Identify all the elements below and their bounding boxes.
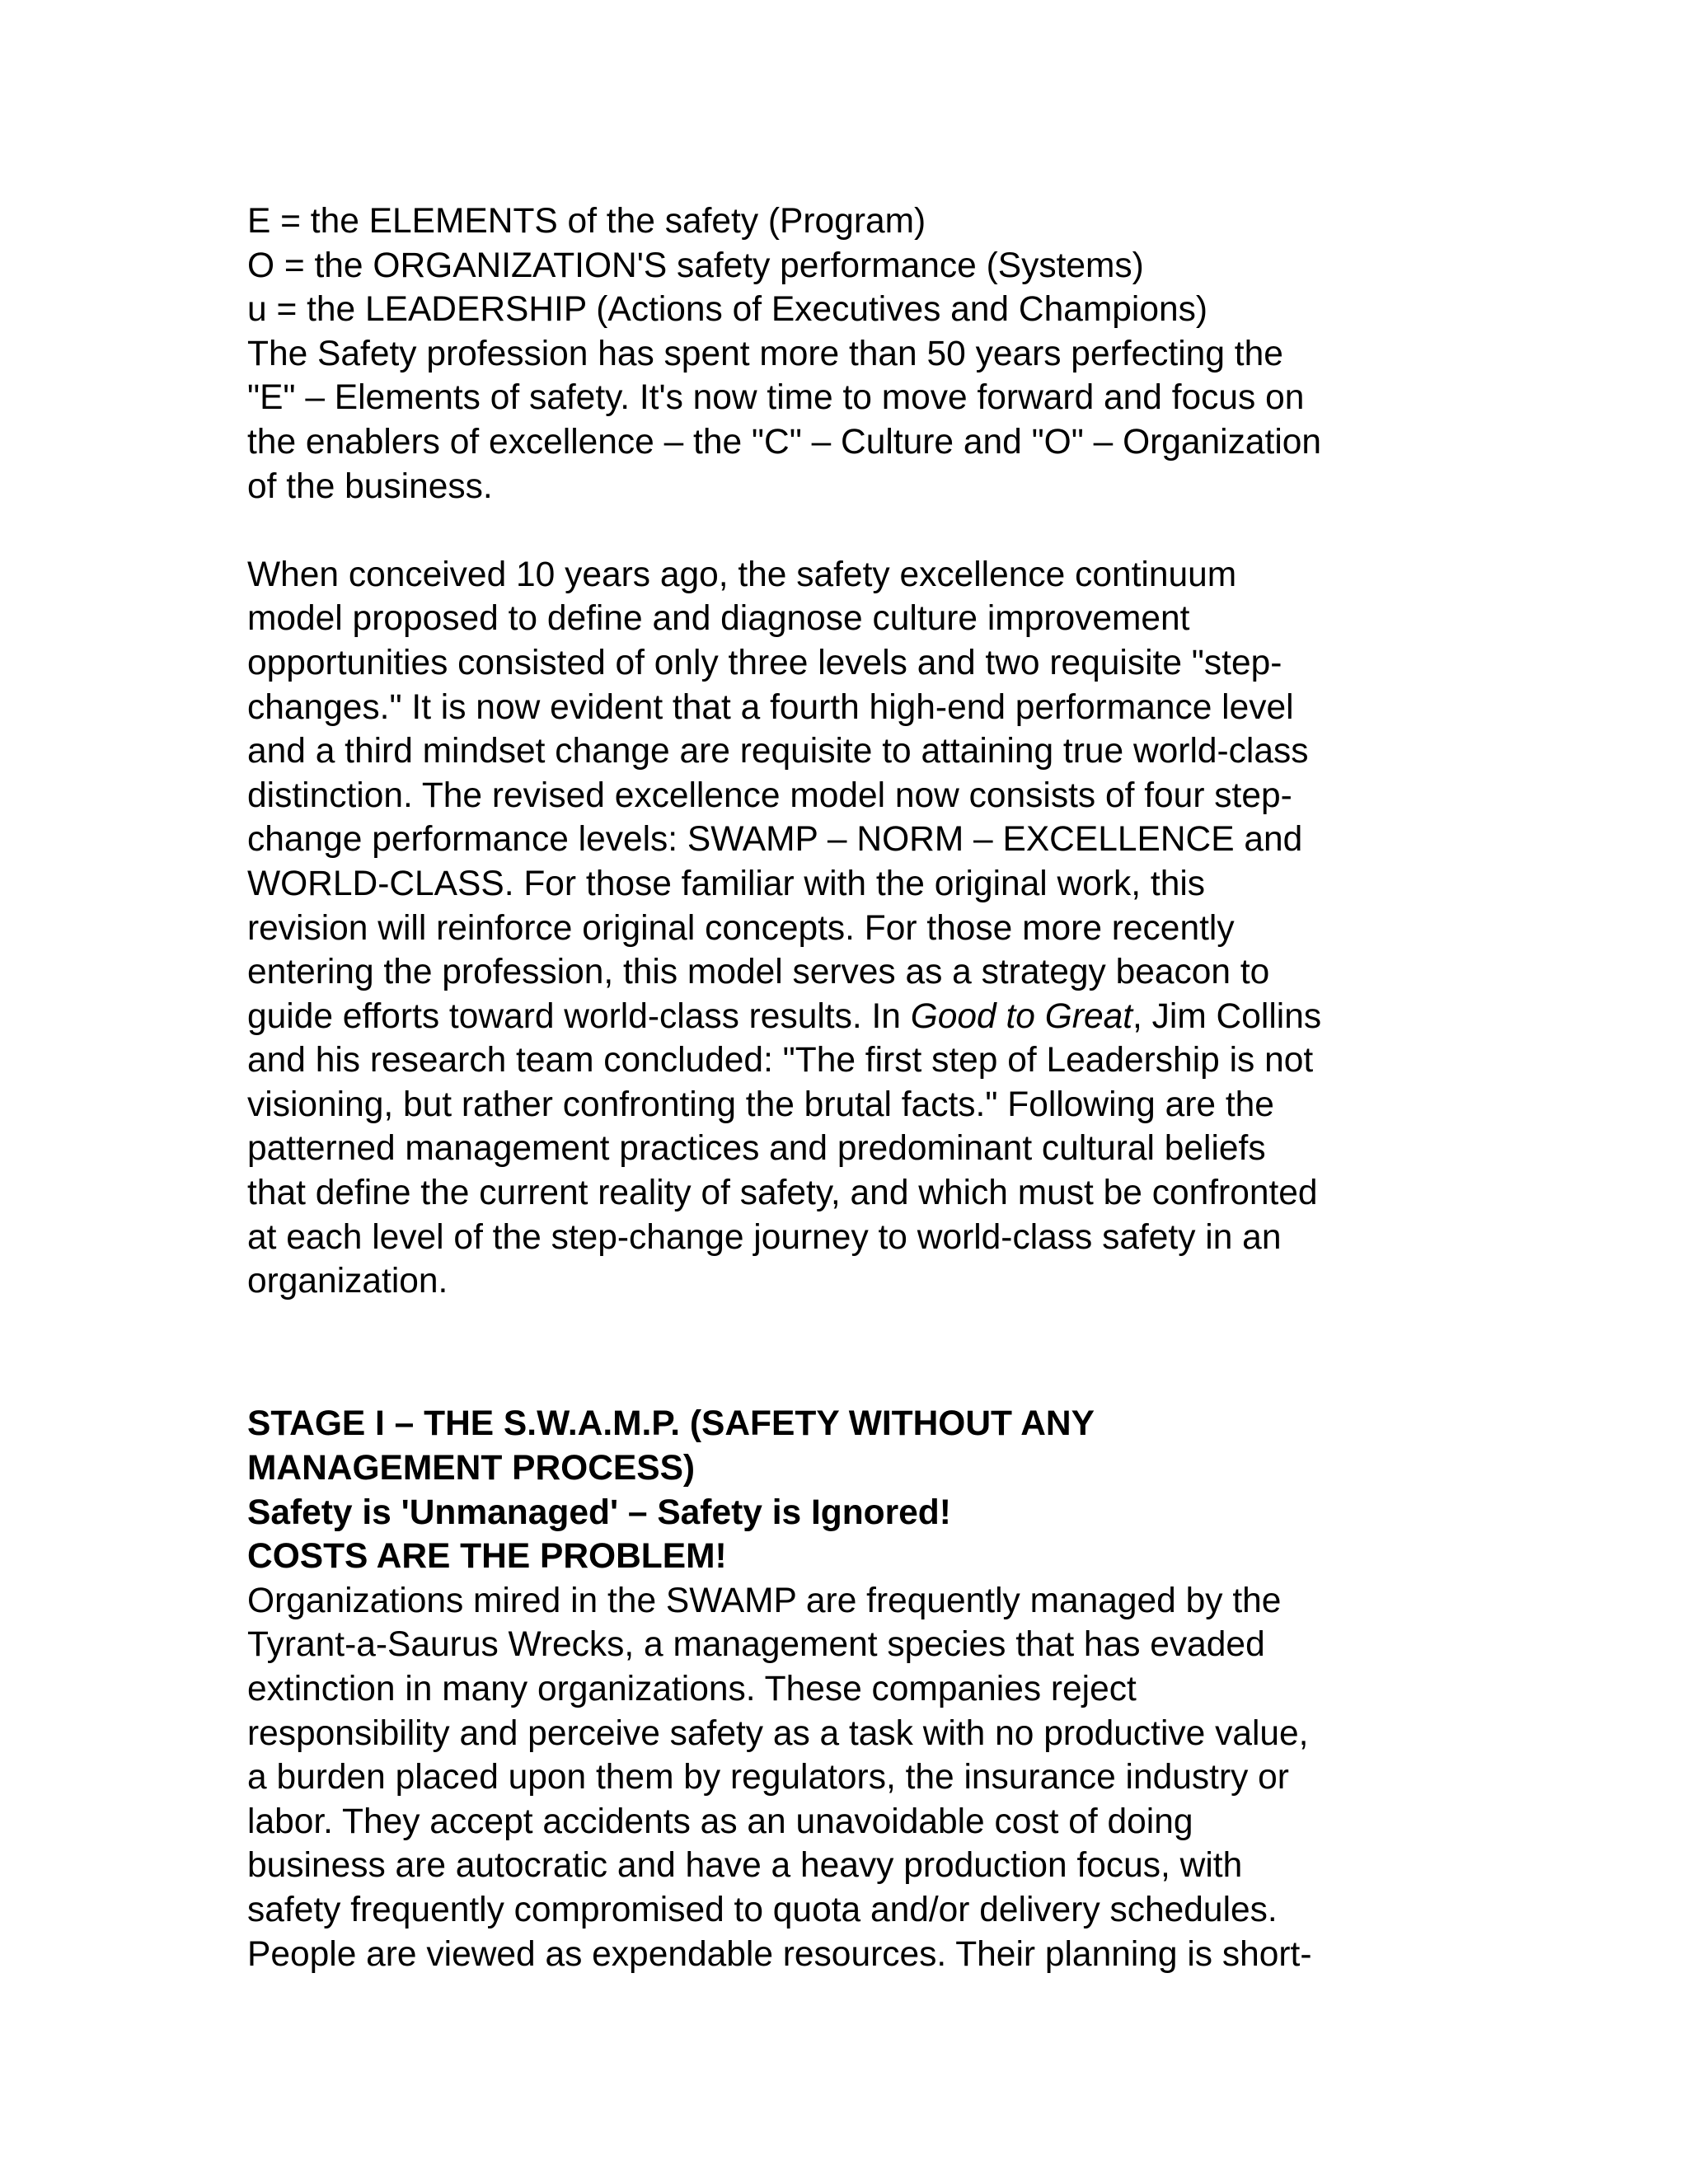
book-title: Good to Great: [910, 996, 1133, 1036]
paragraph-line: labor. They accept accidents as an unavoidable cost of doing: [247, 1802, 1193, 1841]
paragraph-line: the enablers of excellence – the "C" – Culture and "O" – Organization: [247, 422, 1322, 462]
stage-heading: [247, 1402, 1451, 1578]
stage-subtitle: Safety is 'Unmanaged' – Safety is Ignored!: [247, 1493, 951, 1532]
paragraph-line: Organizations mired in the SWAMP are frequently managed by the: [247, 1581, 1282, 1620]
paragraph-line: extinction in many organizations. These companies reject: [247, 1670, 1137, 1708]
collins-line-after: , Jim Collins: [1132, 996, 1322, 1036]
definition-line: E = the ELEMENTS of the safety (Program): [247, 202, 926, 241]
paragraph-line: change performance levels: SWAMP – NORM – EXCELLENCE and: [247, 820, 1303, 860]
model-paragraph: [247, 553, 1451, 1304]
definition-line: O = the ORGANIZATION'S safety performance (Systems): [247, 246, 1144, 285]
paragraph-line: and his research team concluded: "The first step of Leadership is not: [247, 1041, 1314, 1080]
paragraph-line: WORLD-CLASS. For those familiar with the original work, this: [247, 864, 1206, 903]
paragraph-line: business are autocratic and have a heavy production focus, with: [247, 1846, 1243, 1886]
paragraph-line: model proposed to define and diagnose culture improvement: [247, 599, 1190, 639]
collins-line: [247, 995, 1451, 1039]
paragraph-line: that define the current reality of safety, and which must be confronted: [247, 1174, 1318, 1213]
definition-line: u = the LEADERSHIP (Actions of Executives and Champions): [247, 290, 1207, 330]
paragraph-line: "E" – Elements of safety. It's now time to move forward and focus on: [247, 378, 1305, 418]
paragraph-line: patterned management practices and predominant cultural beliefs: [247, 1129, 1266, 1169]
document-page: [247, 199, 1451, 1976]
intro-paragraph: [247, 332, 1451, 509]
paragraph-line: entering the profession, this model serves as a strategy beacon to: [247, 953, 1270, 992]
paragraph-spacer: [247, 1347, 1451, 1402]
paragraph-line: of the business.: [247, 466, 493, 506]
stage-subtitle: COSTS ARE THE PROBLEM!: [247, 1537, 727, 1577]
paragraph-line: opportunities consisted of only three levels and two requisite "step-: [247, 643, 1282, 682]
paragraph-line: Tyrant-a-Saurus Wrecks, a management species that has evaded: [247, 1625, 1265, 1665]
paragraph-line: at each level of the step-change journey to world-class safety in an: [247, 1217, 1282, 1257]
paragraph-line: The Safety profession has spent more than 50 years perfecting the: [247, 334, 1283, 373]
paragraph-line: distinction. The revised excellence model now consists of four step-: [247, 776, 1292, 815]
paragraph-line: revision will reinforce original concepts. For those more recently: [247, 908, 1235, 948]
paragraph-line: organization.: [247, 1262, 448, 1301]
paragraph-line: safety frequently compromised to quota and/or delivery schedules.: [247, 1890, 1278, 1929]
paragraph-line: a burden placed upon them by regulators, the insurance industry or: [247, 1758, 1289, 1797]
paragraph-line: and a third mindset change are requisite to attaining true world-class: [247, 732, 1309, 771]
paragraph-line: When conceived 10 years ago, the safety excellence continuum: [247, 555, 1237, 594]
paragraph-spacer: [247, 509, 1451, 553]
paragraph-spacer: [247, 1304, 1451, 1348]
paragraph-line: responsibility and perceive safety as a task with no productive value,: [247, 1713, 1309, 1753]
definitions-block: [247, 199, 1451, 332]
paragraph-line: changes." It is now evident that a fourth high-end performance level: [247, 687, 1294, 727]
collins-line-before: guide efforts toward world-class results. In: [247, 996, 911, 1036]
stage-body-paragraph: [247, 1579, 1451, 1976]
stage-title-line: MANAGEMENT PROCESS): [247, 1449, 696, 1488]
stage-title-line: STAGE I – THE S.W.A.M.P. (SAFETY WITHOUT ANY: [247, 1404, 1095, 1444]
paragraph-line: People are viewed as expendable resources. Their planning is short-: [247, 1934, 1312, 1974]
paragraph-line: visioning, but rather confronting the brutal facts." Following are the: [247, 1085, 1274, 1124]
